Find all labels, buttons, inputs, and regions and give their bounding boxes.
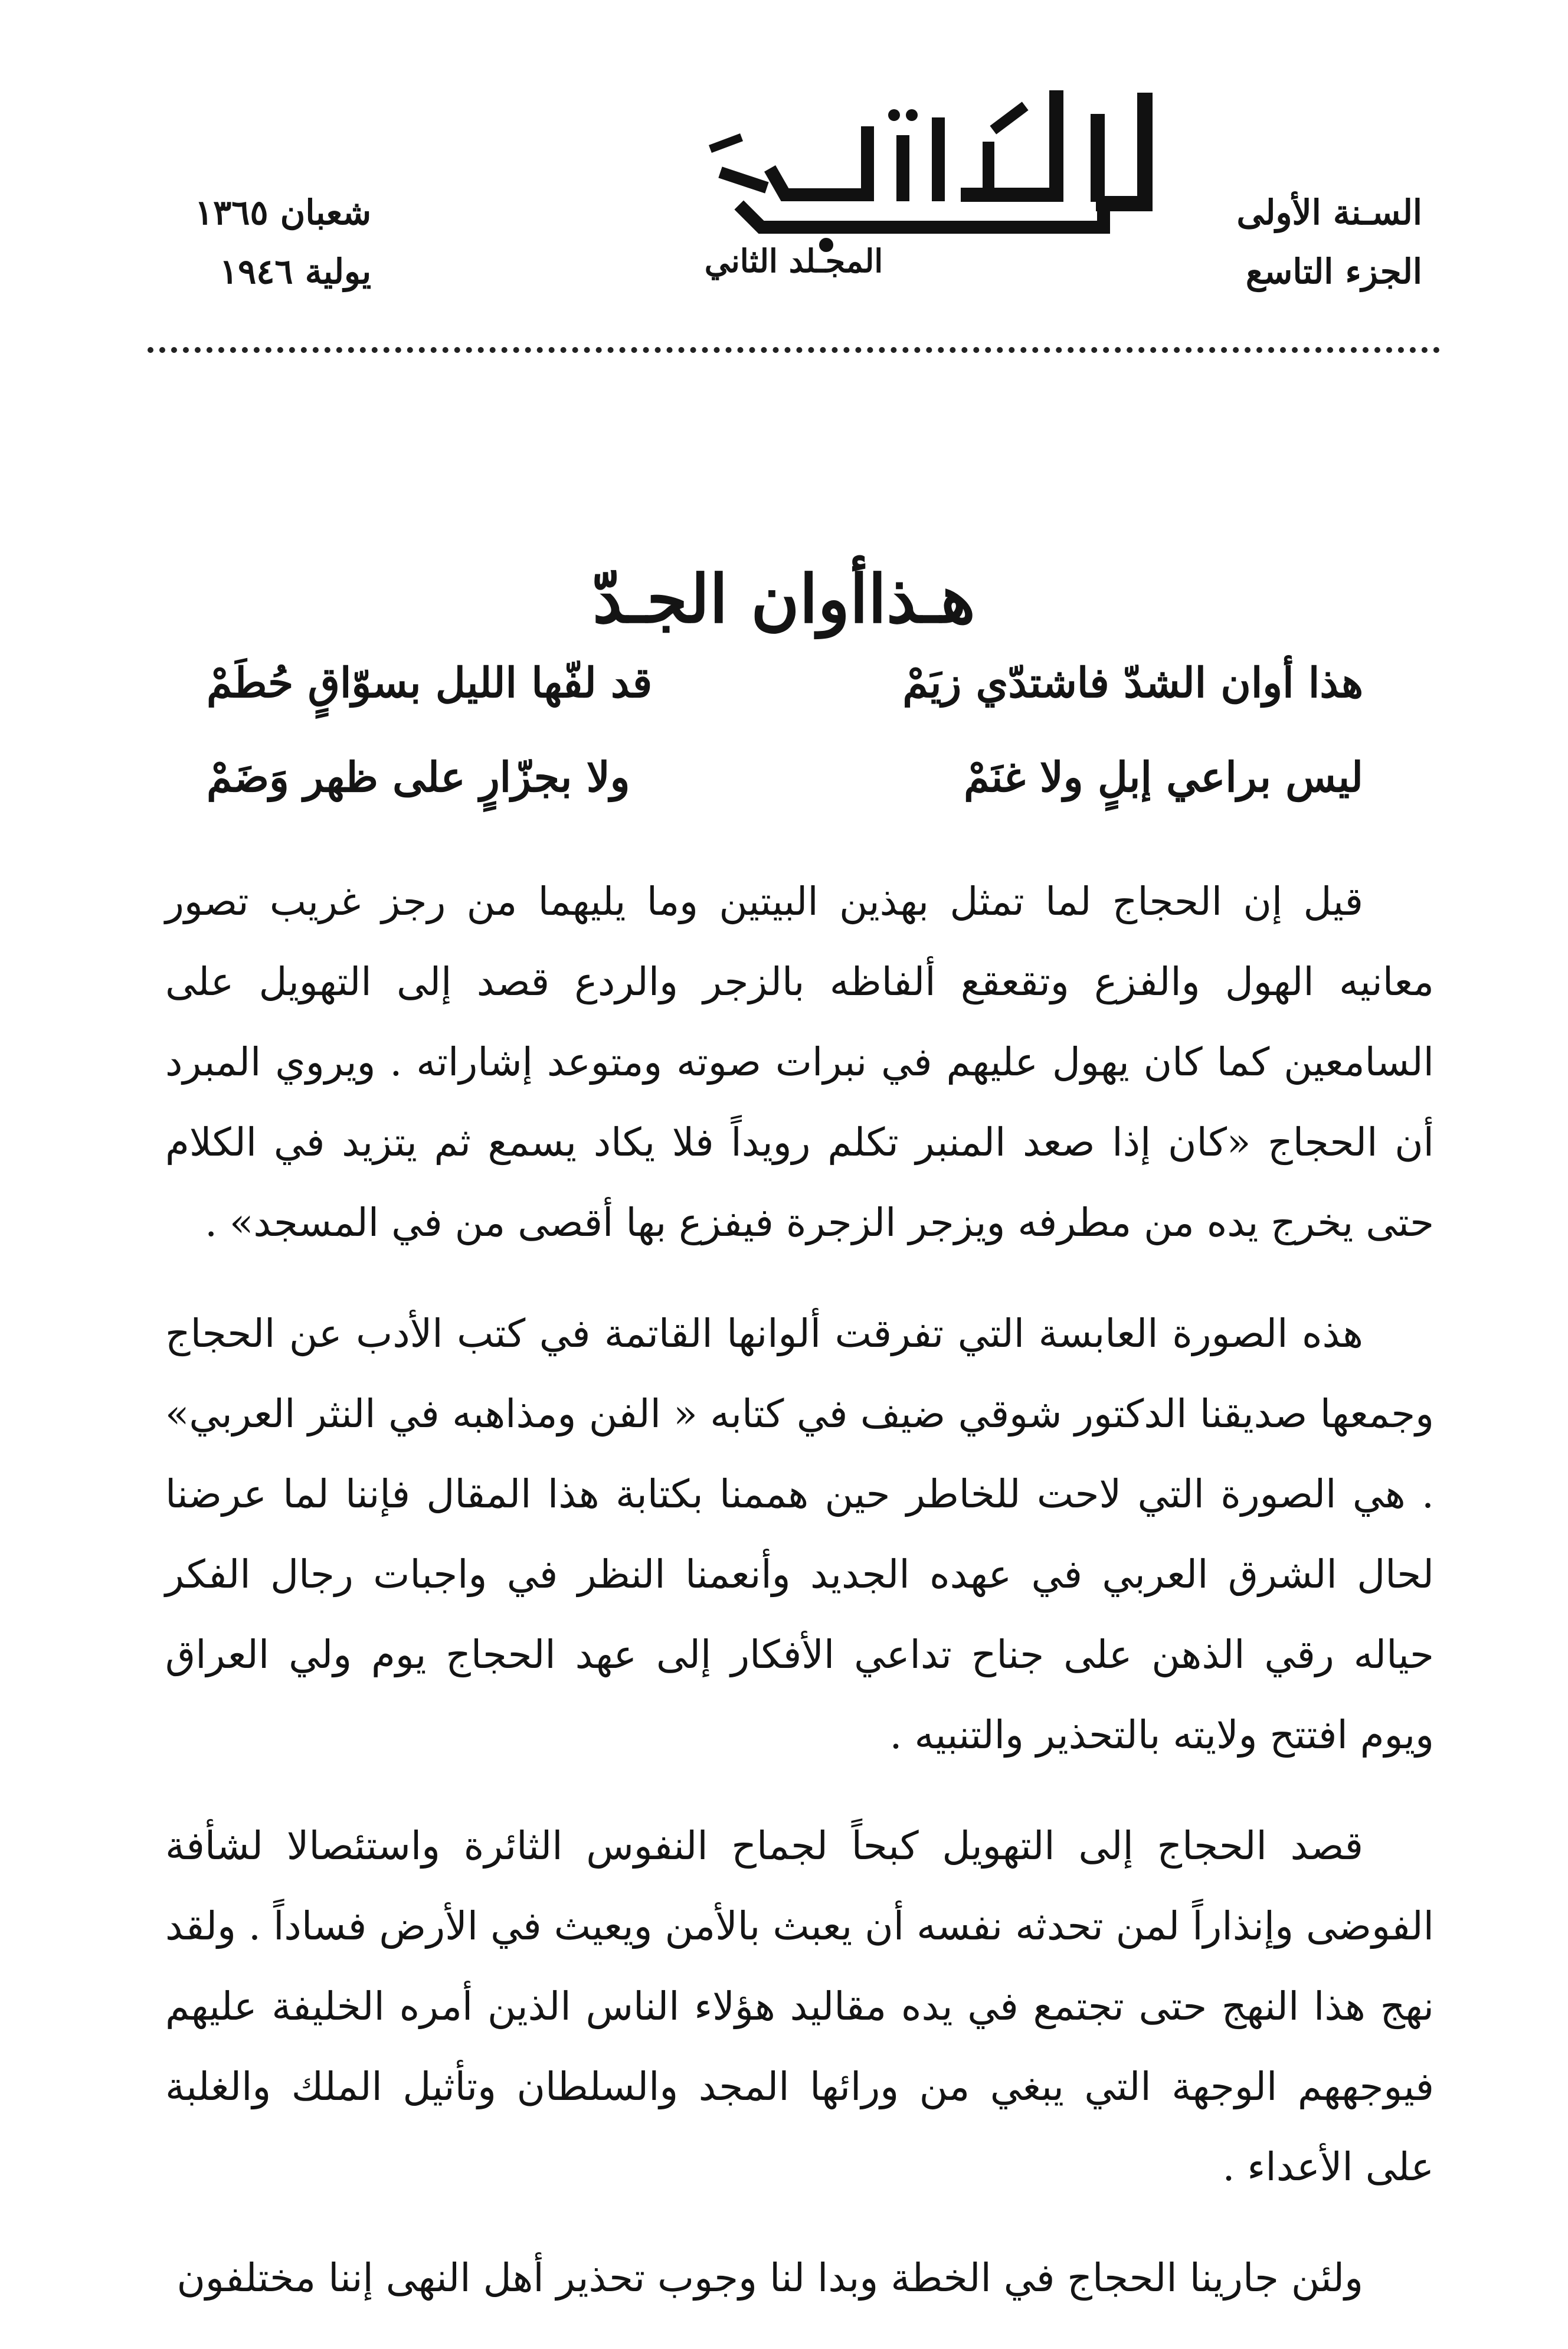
year-label: السـنة الأولى (1236, 192, 1422, 233)
part-label: الجزء التاسع (1245, 251, 1422, 292)
paragraph: قصد الحجاج إلى التهويل كبحاً لجماح النفوس الثائرة واستئصالا لشأفة الفوضى وإنذاراً لمن تحدثه نفسه أن يعبث بالأمن ويعيث في الأرض فساداً . ولقد نهج هذا النهج حتى تجتمع في يده مقاليد هؤلاء الناس الذين أمره الخليفة عليهم فيوجههم الوجهة التي يبغي من ورائها المجد والسلطان وتأثيل الملك والغلبة على الأعداء . (165, 1823, 1434, 2190)
paragraph: هذه الصورة العابسة التي تفرقت ألوانها القاتمة في كتب الأدب عن الحجاج وجمعها صديقنا الدكتور شوقي ضيف في كتابه « الفن ومذاهبه في النثر العربي» . هي الصورة التي لاحت للخاطر حين هممنا بكتابة هذا المقال فإننا لما عرضنا لحال الشرق العربي في عهده الجديد وأنعمنا النظر في واجبات رجال الفكر حياله رقي الذهن على جناح تداعي الأفكار إلى عهد الحجاج يوم ولي العراق ويوم افتتح ولايته بالتحذير والتنبيه . (165, 1311, 1434, 1758)
paragraph: ولئن جارينا الحجاج في الخطة وبدا لنا وجوب تحذير أهل النهى إننا مختلفون (176, 2255, 1363, 2301)
magazine-logo (690, 77, 1174, 254)
article-body (165, 862, 1434, 2349)
masthead-divider (148, 347, 1440, 353)
gregorian-date: يولية ١٩٤٦ (219, 251, 372, 292)
verse-hemistich: هذا أوان الشدّ فاشتدّي زيَمْ (902, 658, 1363, 707)
verse-line (207, 753, 1363, 801)
verse-hemistich: ليس براعي إبلٍ ولا غنَمْ (964, 753, 1363, 801)
volume-label: المجـلد الثاني (704, 242, 883, 280)
issue-date (195, 183, 371, 301)
logo-calligraphy (690, 77, 1174, 254)
hijri-date: شعبان ١٣٦٥ (195, 192, 372, 233)
article-title: هـذاأوان الجـدّ (592, 561, 976, 639)
verse-hemistich: ولا بجزّارٍ على ظهر وَضَمْ (207, 753, 630, 801)
masthead (148, 65, 1440, 325)
verse-line (207, 658, 1363, 707)
paragraph: قيل إن الحجاج لما تمثل بهذين البيتين وما يليهما من رجز غريب تصور معانيه الهول والفزع وتقعقع ألفاظه بالزجر والردع قصد إلى التهويل على السامعين كما كان يهول عليهم في نبرات صوته ومتوعد إشاراته . ويروي المبرد أن الحجاج «كان إذا صعد المنبر تكلم رويداً فلا يكاد يسمع ثم يتزيد في الكلام حتى يخرج يده من مطرفه ويزجر الزجرة فيفزع بها أقصى من في المسجد» . (165, 879, 1434, 1245)
verse-hemistich: قد لفّها الليل بسوّاقٍ حُطَمْ (207, 658, 653, 707)
